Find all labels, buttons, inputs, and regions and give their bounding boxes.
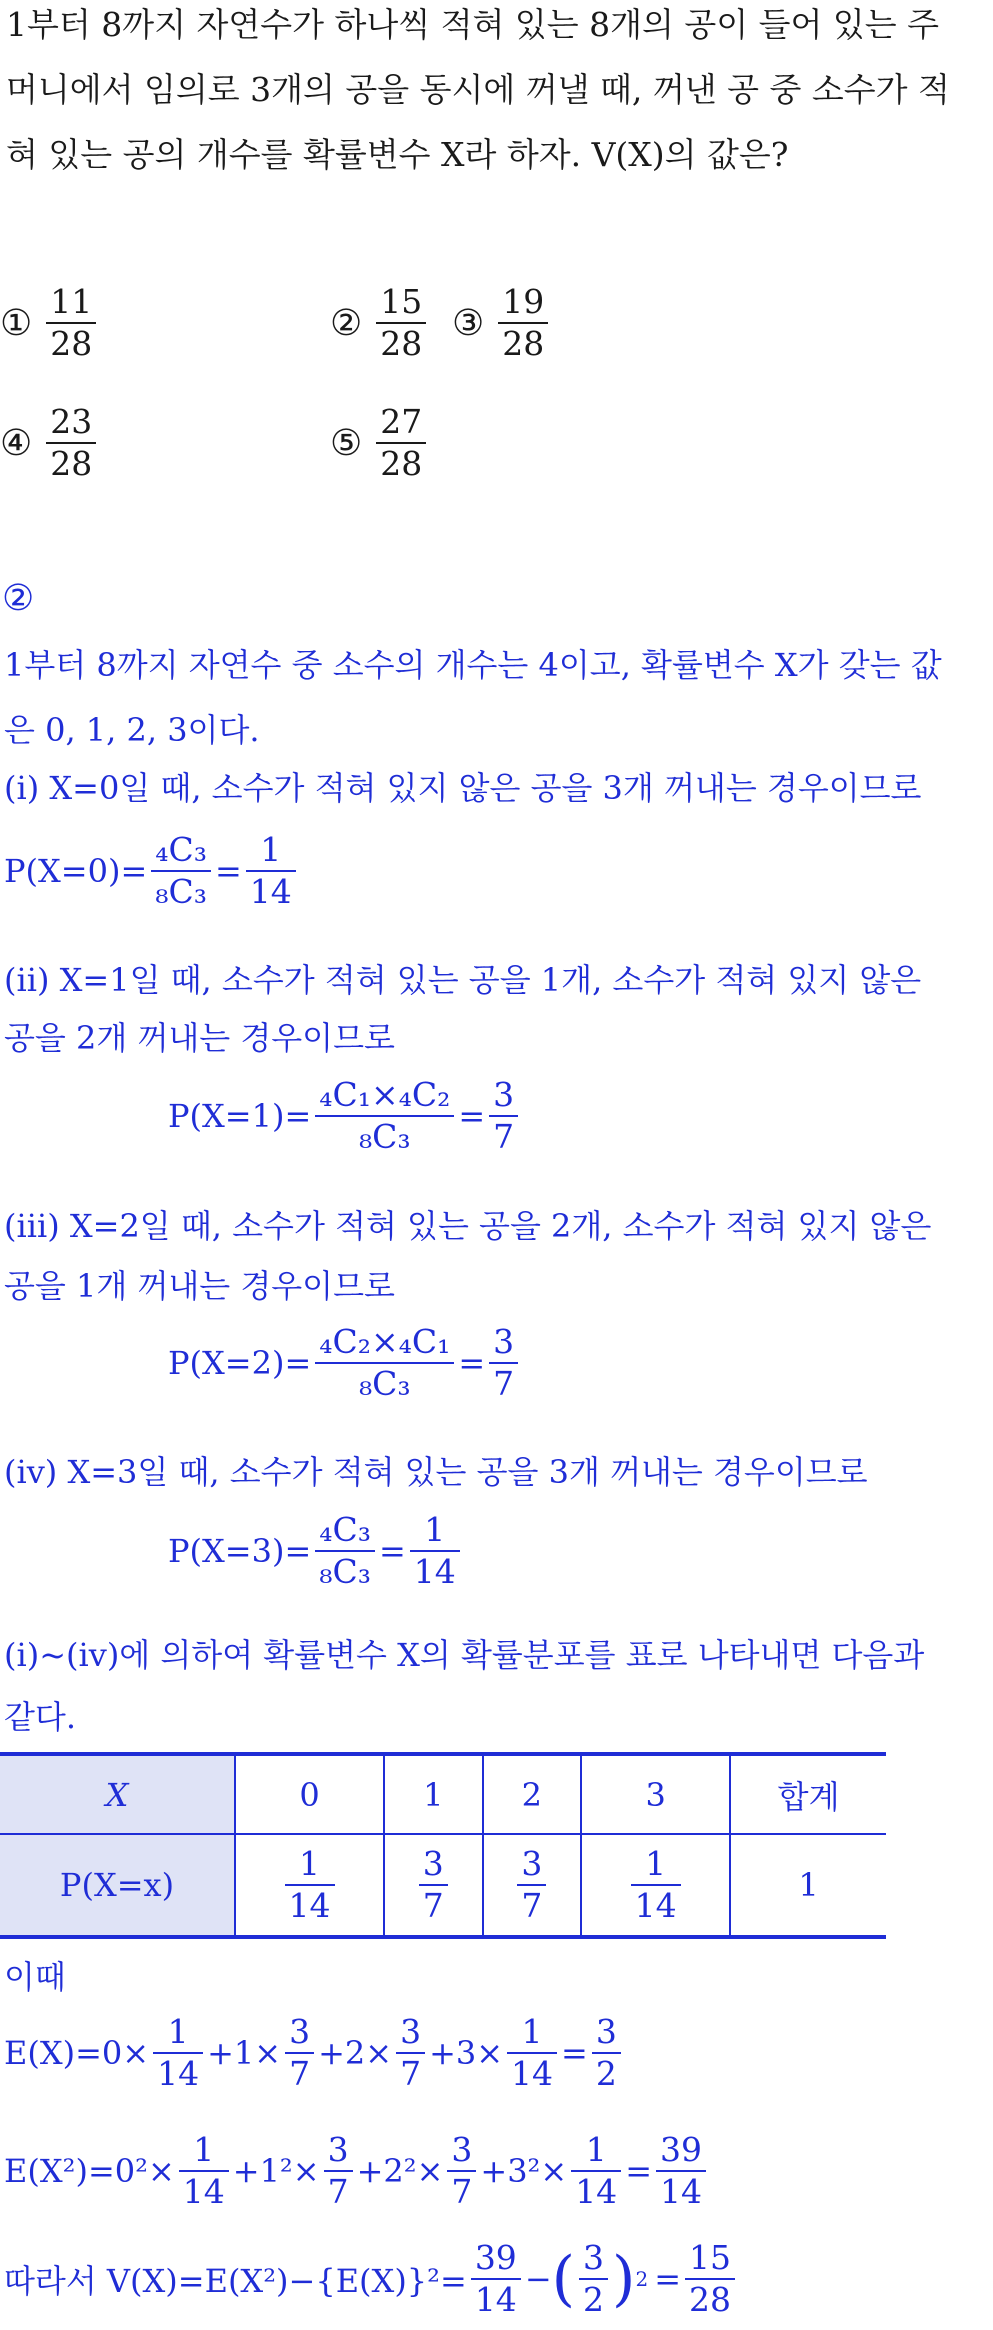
equation-p2: P(X=2)= $\frac{\text{₄C₂×₄C₁}}{\text{₈C₃}}$ = $\frac{3}{7}$ [168,1322,522,1404]
frac-den: 7 [289,2054,311,2093]
cell-num: 3 [422,1844,444,1883]
p1-denominator: ₈C₃ [358,1117,411,1156]
frac-den: 14 [474,2280,517,2319]
p1-numerator: ₄C₁×₄C₂ [319,1075,451,1114]
frac-num: 39 [474,2238,517,2277]
p3-numerator: ₄C₃ [319,1510,371,1549]
option-3-denominator: 28 [502,324,545,363]
table-header-cell: 3 [581,1754,730,1834]
frac-num: 1 [167,2012,189,2051]
solution-case-2a: (ⅱ) X=1일 때, 소수가 적혀 있는 공을 1개, 소수가 적혀 있지 않은 [4,961,922,999]
solution-case-2b: 공을 2개 꺼내는 경우이므로 [4,1019,395,1057]
solution-then: 이때 [4,1958,66,1996]
ex-lhs: E(X)=0× [4,2034,150,2072]
frac-den: 14 [575,2172,618,2211]
table-cell [235,1834,384,1937]
p3-result-den: 14 [413,1552,456,1591]
p0-result-den: 14 [249,872,292,911]
ex2-equals: = [625,2152,652,2190]
ex2-term-3: +3²× [480,2152,568,2190]
table-header-cell: 1 [384,1754,483,1834]
option-4-denominator: 28 [50,444,93,483]
variance-result-den: 28 [689,2280,732,2319]
variance-result-num: 15 [689,2238,732,2277]
ex2-lhs: E(X²)=0²× [4,2152,175,2190]
frac-den: 14 [157,2054,200,2093]
table-cell [581,1834,730,1937]
p3-lhs: P(X=3)= [168,1532,312,1570]
solution-case-3a: (ⅲ) X=2일 때, 소수가 적혀 있는 공을 2개, 소수가 적혀 있지 않은 [4,1207,932,1245]
option-4-numerator: 23 [50,402,93,441]
frac-den: 7 [400,2054,422,2093]
var-equals: = [654,2260,682,2298]
question-line-2: 머니에서 임의로 3개의 공을 동시에 꺼낼 때, 꺼낸 공 중 소수가 적 [6,70,950,109]
p1-lhs: P(X=1)= [168,1097,312,1135]
equation-p0: P(X=0)= $\frac{\text{₄C₃}}{\text{₈C₃}}$ = $\frac{1}{14}$ [4,830,300,912]
ex2-term-2: +2²× [356,2152,444,2190]
option-2-numerator: 15 [380,282,423,321]
table-header-cell: 2 [483,1754,582,1834]
table-cell [384,1834,483,1937]
table-total-cell: 1 [730,1834,886,1937]
frac-num: 1 [521,2012,543,2051]
p1-result-den: 7 [493,1117,515,1156]
frac-num: 1 [585,2130,607,2169]
equation-p1: P(X=1)= $\frac{\text{₄C₁×₄C₂}}{\text{₈C₃}}$ = $\frac{3}{7}$ [168,1075,522,1157]
var-exponent: 2 [635,2267,649,2291]
solution-intro-1: 1부터 8까지 자연수 중 소수의 개수는 4이고, 확률변수 X가 갖는 값 [4,646,942,684]
cell-num: 3 [521,1844,543,1883]
solution-case-3b: 공을 1개 꺼내는 경우이므로 [4,1267,395,1305]
equation-ex [4,2012,625,2094]
p3-denominator: ₈C₃ [319,1552,371,1591]
equation-ex2 [4,2130,710,2212]
var-minus: − [524,2260,552,2298]
p0-numerator: ₄C₃ [155,830,207,869]
question-line-1: 1부터 8까지 자연수가 하나씩 적혀 있는 8개의 공이 들어 있는 주 [6,5,939,44]
ex2-result-num: 39 [660,2130,702,2169]
table-header-x: X [0,1754,235,1834]
equation-variance: 따라서 V(X)=E(X²)−{E(X)}²= $\frac{39}{14}$ − ( $\frac{3}{2}$ ) 2 = $\frac{15}{28}$ [4,2238,739,2320]
frac-num: 3 [400,2012,422,2051]
p3-result-num: 1 [424,1510,446,1549]
probability-distribution-table [0,1752,886,1939]
cell-den: 14 [288,1886,331,1925]
frac-den: 7 [327,2172,349,2211]
p0-result-num: 1 [260,830,282,869]
equation-p3: P(X=3)= $\frac{\text{₄C₃}}{\text{₈C₃}}$ = $\frac{1}{14}$ [168,1510,464,1592]
ex-term-2: +2× [318,2034,393,2072]
ex-term-3: +3× [429,2034,504,2072]
option-1[interactable] [0,282,100,364]
cell-num: 1 [299,1844,321,1883]
table-header-cell: 0 [235,1754,384,1834]
frac-num: 1 [193,2130,215,2169]
frac-num: 3 [583,2238,605,2277]
ex-term-1: +1× [207,2034,282,2072]
option-1-denominator: 28 [50,324,93,363]
ex2-result-den: 14 [660,2172,702,2211]
option-5-mark: ⑤ [330,422,363,464]
cell-den: 14 [634,1886,677,1925]
option-2-denominator: 28 [380,324,423,363]
ex-result-den: 2 [595,2054,617,2093]
ex-equals: = [561,2034,588,2072]
option-2[interactable] [330,282,430,364]
solution-intro-2: 은 0, 1, 2, 3이다. [4,711,260,749]
p0-denominator: ₈C₃ [155,872,207,911]
question-line-3: 혀 있는 공의 개수를 확률변수 X라 하자. V(X)의 값은? [6,135,789,174]
frac-den: 2 [583,2280,605,2319]
cell-den: 7 [422,1886,444,1925]
table-header-row [0,1754,886,1834]
option-2-mark: ② [330,302,363,344]
question-text [6,0,986,187]
solution-case-1: (ⅰ) X=0일 때, 소수가 적혀 있지 않은 공을 3개 꺼내는 경우이므로 [4,769,922,807]
table-row [0,1834,886,1937]
option-3-numerator: 19 [502,282,545,321]
solution-summary-1: (ⅰ)~(ⅳ)에 의하여 확률변수 X의 확률분포를 표로 나타내면 다음과 [4,1636,925,1674]
option-3-mark: ③ [452,302,485,344]
frac-den: 14 [511,2054,554,2093]
var-lhs: 따라서 V(X)=E(X²)−{E(X)}²= [4,2262,467,2300]
p1-result-num: 3 [493,1075,515,1114]
p2-numerator: ₄C₂×₄C₁ [319,1322,451,1361]
option-4[interactable] [0,402,100,484]
p2-lhs: P(X=2)= [168,1344,312,1382]
frac-den: 14 [182,2172,225,2211]
p2-result-num: 3 [493,1322,515,1361]
ex2-term-1: +1²× [232,2152,320,2190]
ex-result-num: 3 [595,2012,617,2051]
frac-num: 3 [289,2012,311,2051]
option-5-denominator: 28 [380,444,423,483]
table-cell [483,1834,582,1937]
option-3[interactable] [452,282,552,364]
option-4-mark: ④ [0,422,33,464]
p0-lhs: P(X=0)= [4,852,148,890]
option-5-numerator: 27 [380,402,423,441]
table-header-total: 합계 [730,1754,886,1834]
frac-den: 7 [451,2172,473,2211]
cell-den: 7 [521,1886,543,1925]
option-1-mark: ① [0,302,33,344]
cell-num: 1 [645,1844,667,1883]
frac-num: 3 [451,2130,473,2169]
solution-answer: ② [2,578,35,619]
option-1-numerator: 11 [50,282,93,321]
p2-denominator: ₈C₃ [358,1364,411,1403]
solution-case-4: (ⅳ) X=3일 때, 소수가 적혀 있는 공을 3개 꺼내는 경우이므로 [4,1453,868,1491]
frac-num: 3 [327,2130,349,2169]
solution-summary-2: 같다. [4,1698,76,1736]
p2-result-den: 7 [493,1364,515,1403]
table-row-label: P(X=x) [0,1834,235,1937]
option-5[interactable] [330,402,430,484]
